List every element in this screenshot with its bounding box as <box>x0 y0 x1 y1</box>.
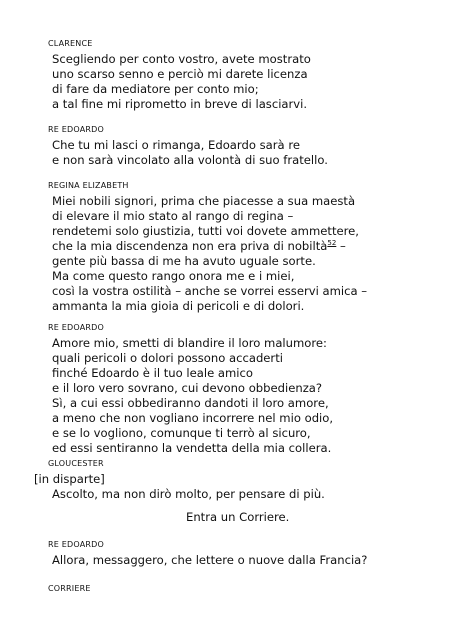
verse-line: ed essi sentiranno la vendetta della mia collera. <box>52 441 332 455</box>
footnote-ref[interactable]: 52 <box>327 239 337 248</box>
verse-line: Sì, a cui essi obbediranno dandoti il loro amore, <box>52 396 329 410</box>
verse-line: Ascolto, ma non dirò molto, per pensare di più. <box>52 487 325 501</box>
verse-line: Che tu mi lasci o rimanga, Edoardo sarà re <box>52 138 300 152</box>
verse-line: Ma come questo rango onora me e i miei, <box>52 269 295 283</box>
verse-line: Allora, messaggero, che lettere o nuove dalla Francia? <box>52 553 368 567</box>
speaker-name: RE EDOARDO <box>48 540 105 549</box>
verse-line: Scegliendo per conto vostro, avete mostrato <box>52 52 311 66</box>
verse-line: rendetemi solo giustizia, tutti voi dovete ammettere, <box>52 224 359 238</box>
speaker-name: GLOUCESTER <box>48 459 104 468</box>
verse-line: e il loro vero sovrano, cui devono obbedienza? <box>52 381 323 395</box>
verse-text: che la mia discendenza non era priva di nobiltà <box>52 239 328 253</box>
verse-line: uno scarso senno e perciò mi darete licenza <box>52 67 308 81</box>
verse-line: così la vostra ostilità – anche se vorrei esservi amica – <box>52 284 368 298</box>
stage-aside: [in disparte] <box>34 472 105 486</box>
verse-line-with-footnote <box>52 239 346 254</box>
speaker-name: RE EDOARDO <box>48 323 105 332</box>
stage-direction: Entra un Corriere. <box>186 510 290 524</box>
verse-line: finché Edoardo è il tuo leale amico <box>52 366 253 380</box>
verse-line: gente più bassa di me ha avuto uguale sorte. <box>52 254 316 268</box>
verse-line: Amore mio, smetti di blandire il loro malumore: <box>52 336 327 350</box>
speaker-name: CLARENCE <box>48 39 93 48</box>
speaker-name: REGINA ELIZABETH <box>48 181 129 190</box>
verse-line: e non sarà vincolato alla volontà di suo fratello. <box>52 153 328 167</box>
verse-dash: – <box>336 239 346 253</box>
verse-line: a tal fine mi riprometto in breve di lasciarvi. <box>52 97 308 111</box>
speaker-name: CORRIERE <box>48 584 91 593</box>
verse-line: di elevare il mio stato al rango di regina – <box>52 209 294 223</box>
verse-line: Miei nobili signori, prima che piacesse a sua maestà <box>52 194 356 208</box>
verse-line: a meno che non vogliano incorrere nel mio odio, <box>52 411 334 425</box>
verse-line: di fare da mediatore per conto mio; <box>52 82 259 96</box>
verse-line: ammanta la mia gioia di pericoli e di dolori. <box>52 299 305 313</box>
verse-line: e se lo vogliono, comunque ti terrò al sicuro, <box>52 426 311 440</box>
speaker-name: RE EDOARDO <box>48 125 105 134</box>
verse-line: quali pericoli o dolori possono accaderti <box>52 351 283 365</box>
